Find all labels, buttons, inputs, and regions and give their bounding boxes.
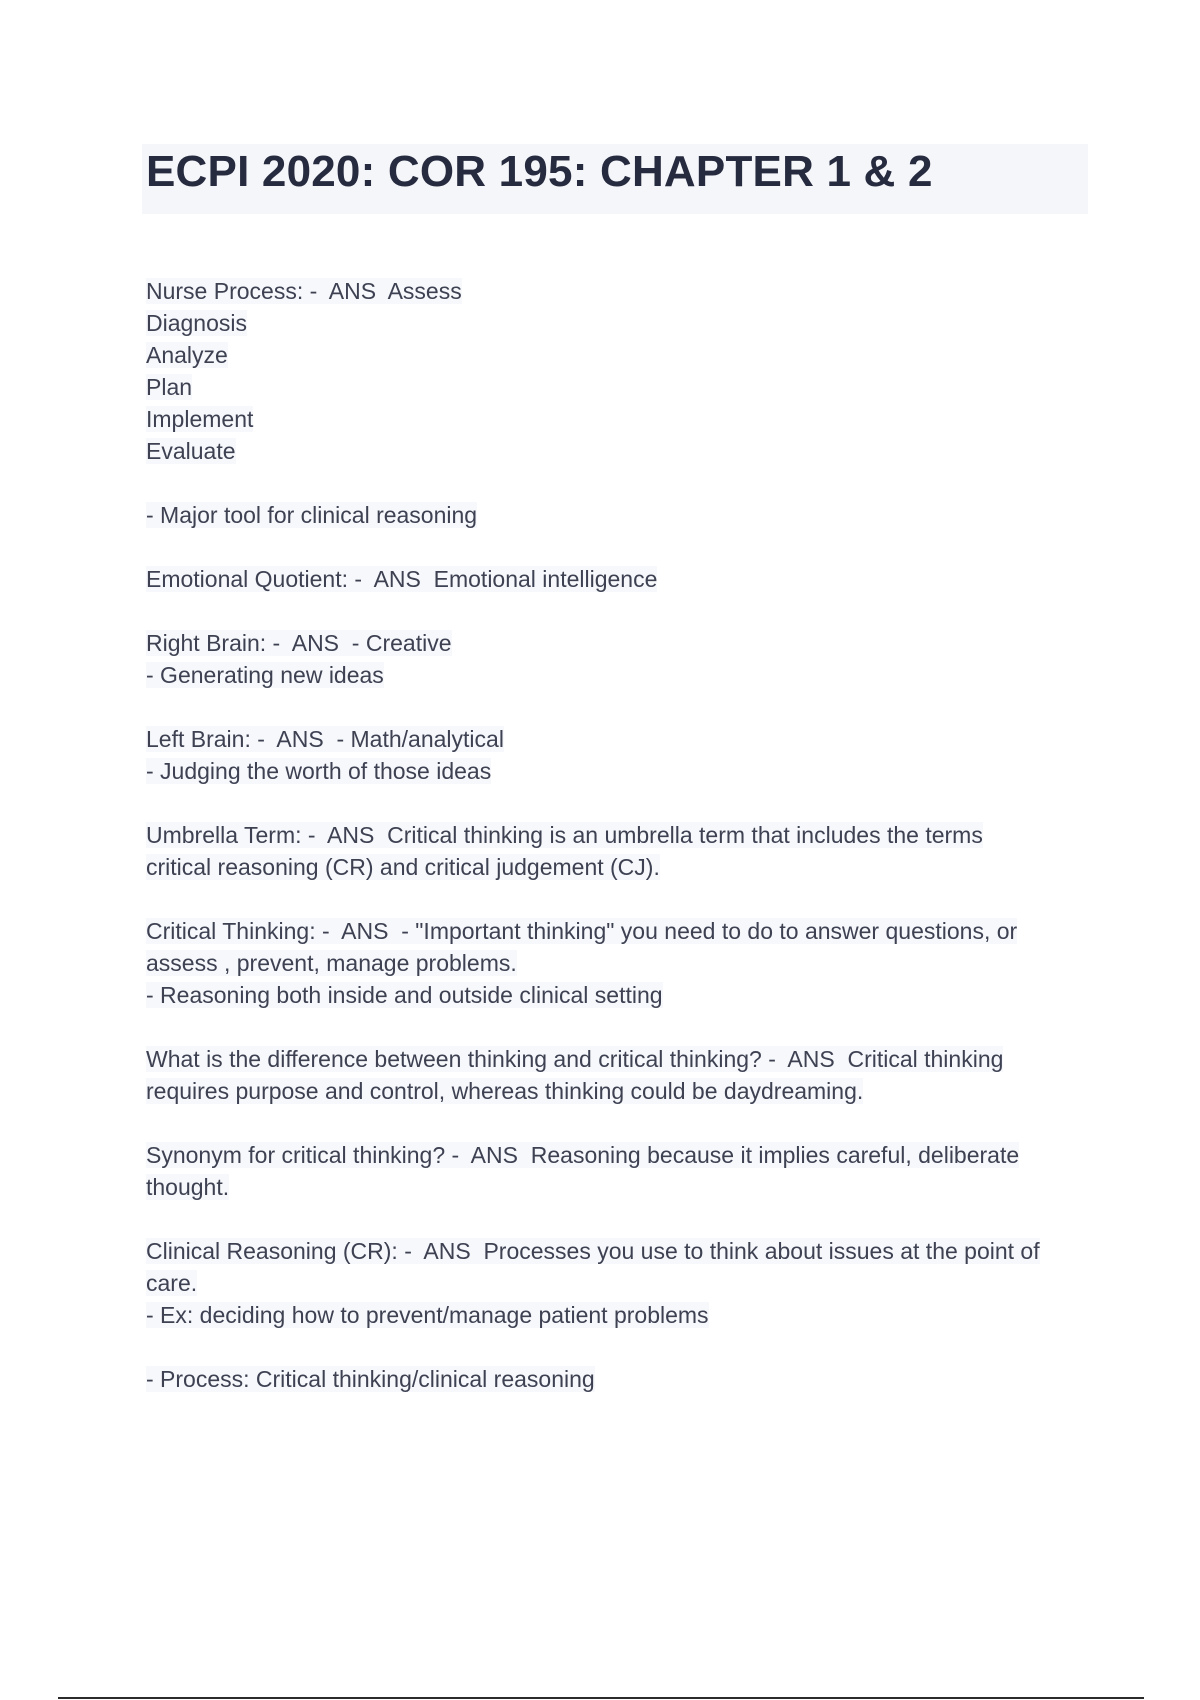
text-line: - Generating new ideas — [146, 662, 384, 688]
text-line: Clinical Reasoning (CR): - ANS Processes you use to think about issues at the point of — [146, 1238, 1040, 1264]
text-line: Evaluate — [146, 438, 236, 464]
text-line: Umbrella Term: - ANS Critical thinking is an umbrella term that includes the terms — [146, 822, 983, 848]
text-line: care. — [146, 1270, 198, 1296]
entry-emotional-quotient — [146, 563, 1096, 595]
text-line: Right Brain: - ANS - Creative — [146, 630, 452, 656]
text-line: - Major tool for clinical reasoning — [146, 502, 478, 528]
entry-thinking-difference — [146, 1043, 1096, 1107]
text-line: - Ex: deciding how to prevent/manage patient problems — [146, 1302, 709, 1328]
text-line: critical reasoning (CR) and critical judgement (CJ). — [146, 854, 660, 880]
footer-divider — [58, 1697, 1144, 1699]
text-line: Implement — [146, 406, 254, 432]
page-title: ECPI 2020: COR 195: CHAPTER 1 & 2 — [146, 147, 933, 196]
text-line: What is the difference between thinking and critical thinking? - ANS Critical thinking — [146, 1046, 1004, 1072]
text-line: - Process: Critical thinking/clinical reasoning — [146, 1366, 595, 1392]
entry-left-brain — [146, 723, 1096, 787]
entry-clinical-reasoning — [146, 1235, 1096, 1331]
text-line: Critical Thinking: - ANS - "Important thinking" you need to do to answer questions, or — [146, 918, 1018, 944]
text-line: Analyze — [146, 342, 228, 368]
document-body — [146, 275, 1096, 1427]
text-line: - Reasoning both inside and outside clinical setting — [146, 982, 663, 1008]
entry-right-brain — [146, 627, 1096, 691]
text-line: requires purpose and control, whereas thinking could be daydreaming. — [146, 1078, 864, 1104]
text-line: Synonym for critical thinking? - ANS Reasoning because it implies careful, deliberate — [146, 1142, 1020, 1168]
text-line: Nurse Process: - ANS Assess — [146, 278, 462, 304]
text-line: assess , prevent, manage problems. — [146, 950, 517, 976]
text-line: - Judging the worth of those ideas — [146, 758, 492, 784]
text-line: Diagnosis — [146, 310, 247, 336]
entry-process — [146, 1363, 1096, 1395]
text-line: Left Brain: - ANS - Math/analytical — [146, 726, 504, 752]
text-line: Plan — [146, 374, 193, 400]
text-line: Emotional Quotient: - ANS Emotional intelligence — [146, 566, 658, 592]
text-line: thought. — [146, 1174, 230, 1200]
entry-major-tool — [146, 499, 1096, 531]
entry-nurse-process — [146, 275, 1096, 467]
entry-critical-thinking — [146, 915, 1096, 1011]
entry-umbrella-term — [146, 819, 1096, 883]
entry-synonym — [146, 1139, 1096, 1203]
